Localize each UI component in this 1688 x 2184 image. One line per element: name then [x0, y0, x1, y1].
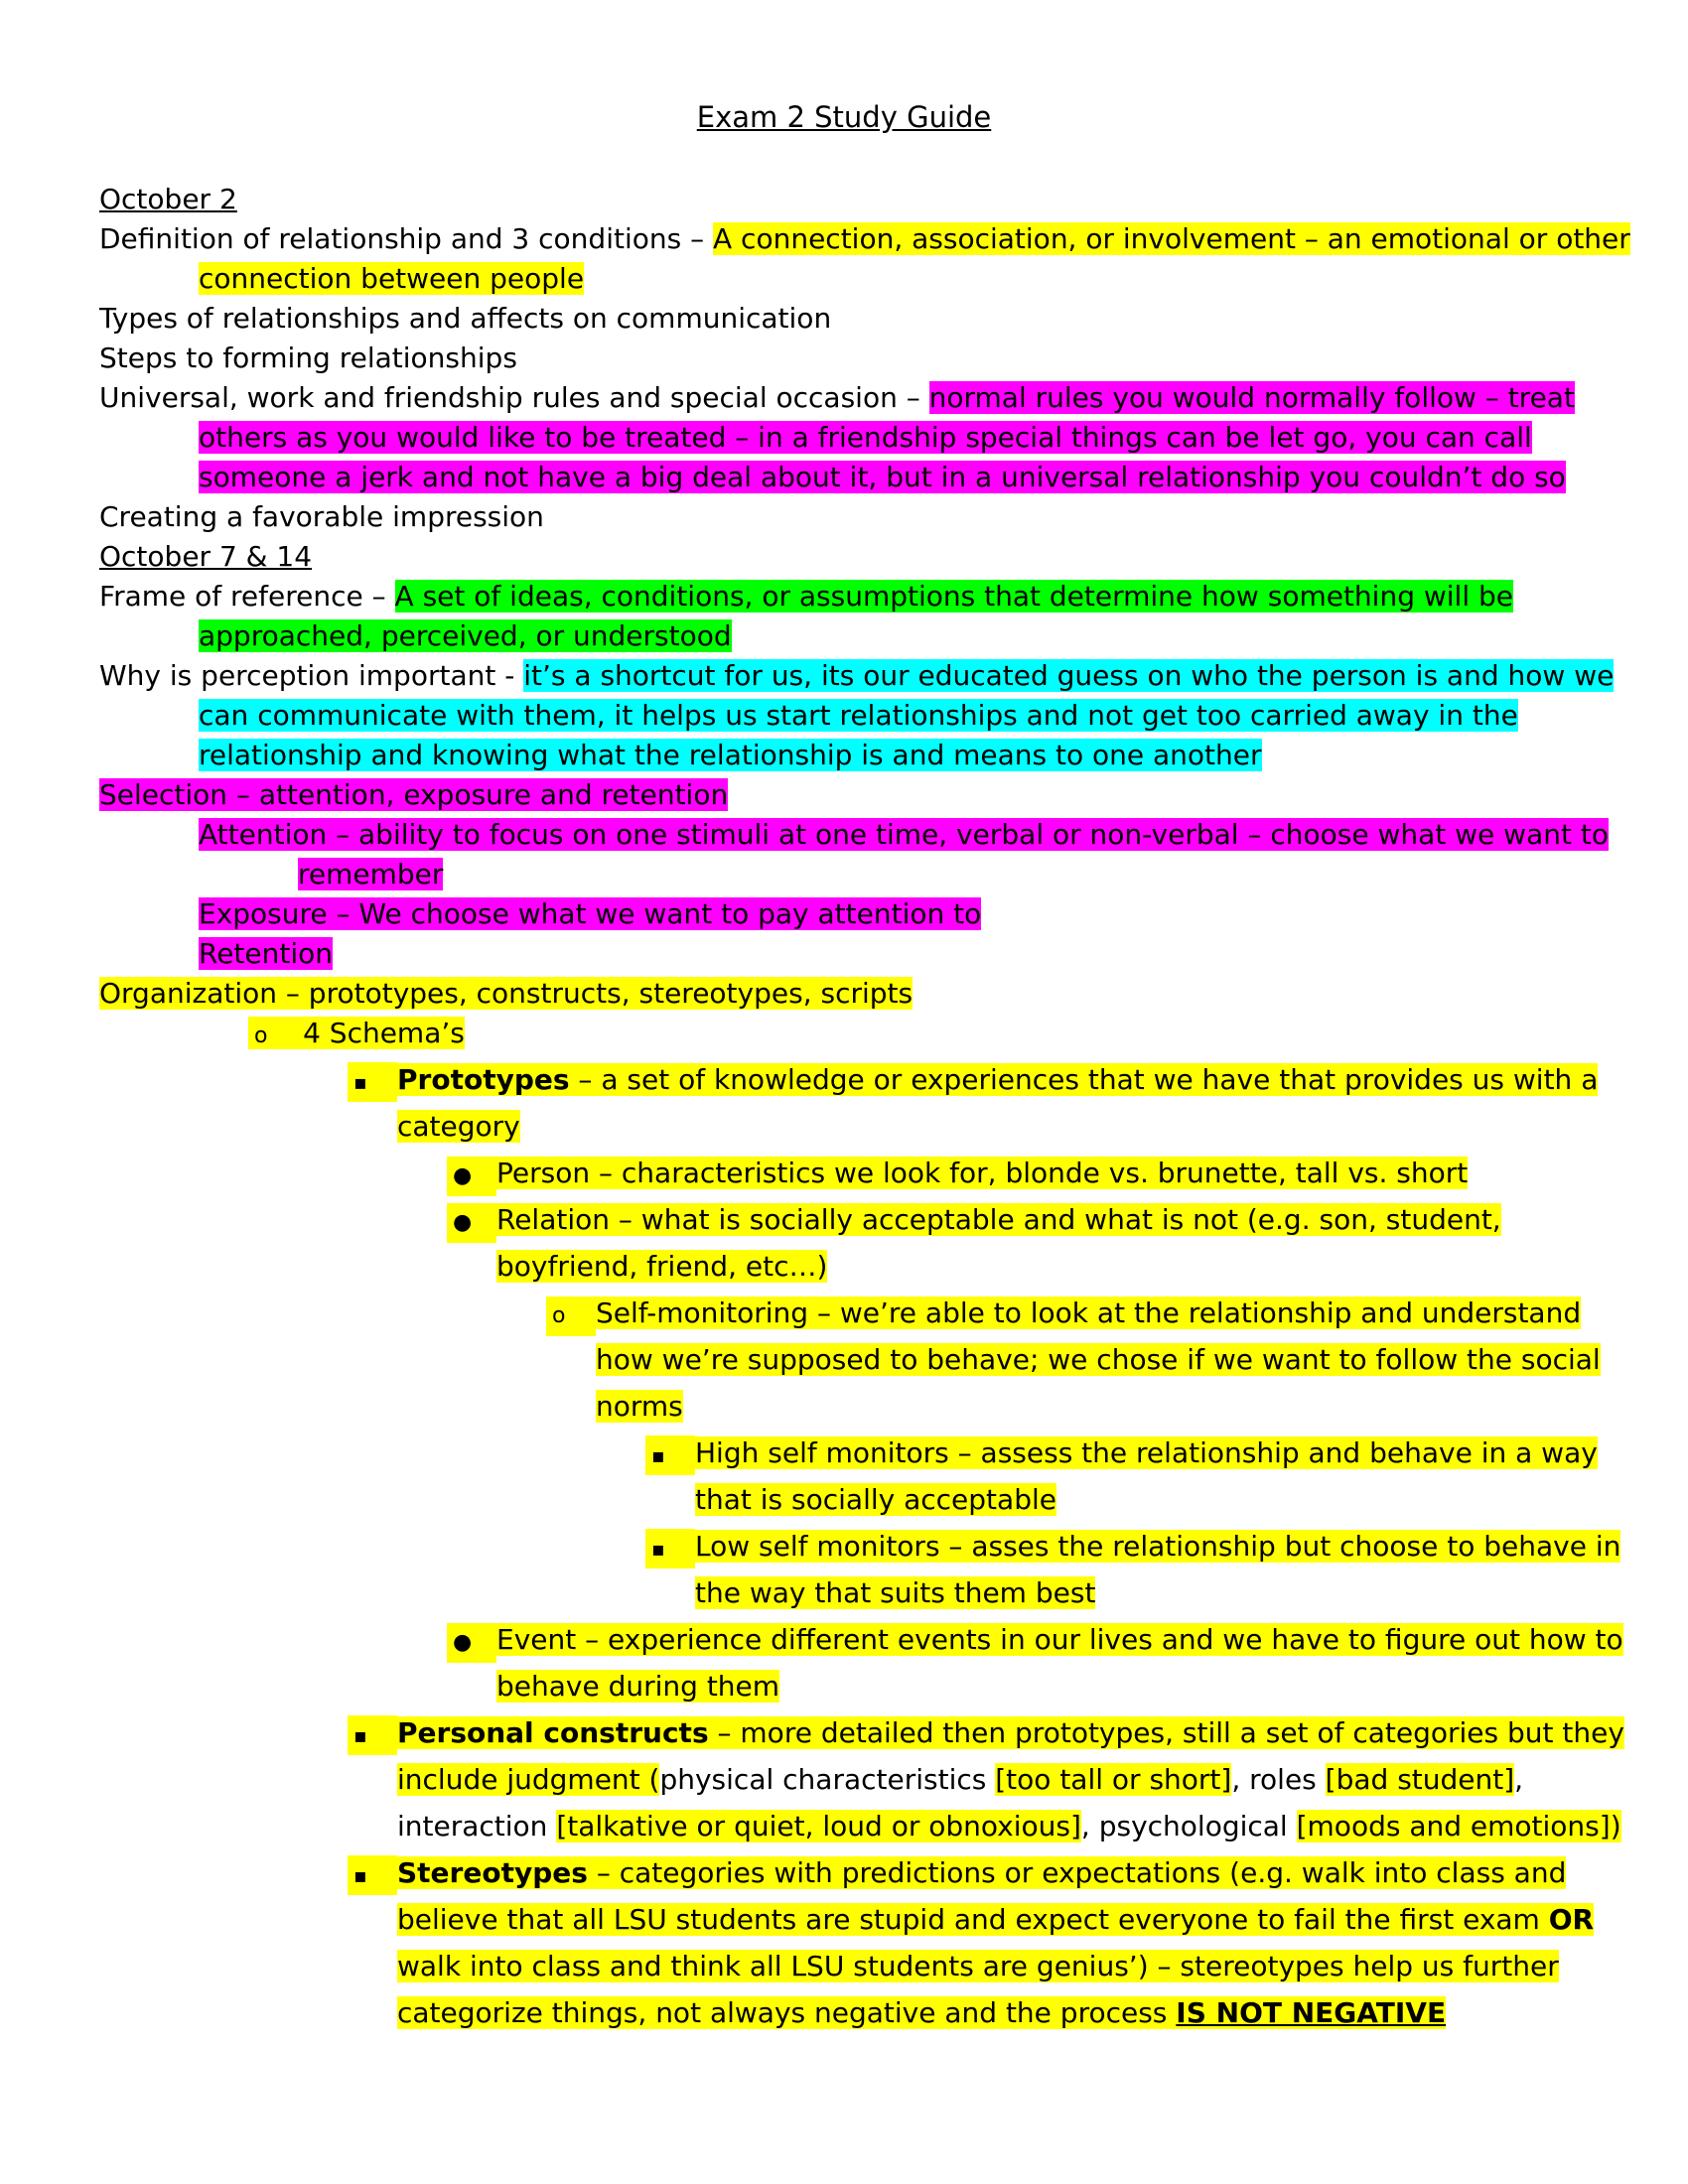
attention-line: Attention – ability to focus on one stimuli at one time, verbal or non-verbal – choose what we want to [199, 818, 1609, 851]
exposure-line: Exposure – We choose what we want to pay attention to [199, 897, 982, 930]
dot-bullet-icon: ● [447, 1623, 496, 1663]
prototypes-line: ▪ Prototypes – a set of knowledge or experiences that we have that provides us with a [348, 1060, 1598, 1100]
rules-line-cont-1: others as you would like to be treated – in a friendship special things can be let go, you can call [199, 421, 1532, 454]
dot-bullet-icon: ● [447, 1157, 496, 1196]
event-line: ● Event – experience different events in our lives and we have to figure out how to [447, 1620, 1623, 1660]
personal-constructs-line: ▪ Personal constructs – more detailed then prototypes, still a set of categories but they [348, 1713, 1624, 1753]
self-monitoring-line: o Self-monitoring – we’re able to look at the relationship and understand [546, 1294, 1581, 1333]
low-self-monitors-line: ▪ Low self monitors – asses the relationship but choose to behave in [645, 1527, 1620, 1567]
square-bullet-icon: ▪ [348, 1062, 397, 1102]
circle-bullet-icon: o [254, 1024, 268, 1048]
page-title: Exam 2 Study Guide [696, 100, 992, 134]
relation-line: ● Relation – what is socially acceptable and what is not (e.g. son, student, [447, 1200, 1501, 1240]
stereotypes-line-cont-1: believe that all LSU students are stupid and expect everyone to fail the first exam OR [397, 1903, 1595, 1936]
stereotypes-line-cont-2: walk into class and think all LSU students are genius’) – stereotypes help us further [397, 1950, 1559, 1982]
organization-line: Organization – prototypes, constructs, stereotypes, scripts [99, 977, 914, 1010]
perception-line-cont-2: relationship and knowing what the relationship is and means to one another [199, 739, 1262, 771]
steps-line: Steps to forming relationships [99, 341, 517, 374]
retention-line: Retention [199, 937, 334, 970]
rules-line: Universal, work and friendship rules and special occasion – normal rules you would normally follow – treat [99, 381, 1575, 414]
square-bullet-icon: ▪ [645, 1529, 695, 1569]
section-heading-october-7-14: October 7 & 14 [99, 540, 313, 573]
definition-line: Definition of relationship and 3 conditions – A connection, association, or involvement – an emotional or other [99, 222, 1630, 255]
square-bullet-icon: ▪ [348, 1715, 397, 1755]
prototypes-line-cont: category [397, 1110, 520, 1143]
stereotypes-line-cont-3: categorize things, not always negative and the process IS NOT NEGATIVE [397, 1996, 1447, 2029]
perception-line-cont-1: can communicate with them, it helps us start relationships and not get too carried away in the [199, 699, 1518, 732]
dot-bullet-icon: ● [447, 1203, 496, 1243]
perception-line: Why is perception important - it’s a shortcut for us, its our educated guess on who the person is and how we [99, 659, 1615, 692]
high-self-monitors-line: ▪ High self monitors – assess the relationship and behave in a way [645, 1433, 1598, 1473]
self-monitoring-line-cont-1: how we’re supposed to behave; we chose if we want to follow the social [596, 1343, 1601, 1376]
event-line-cont: behave during them [496, 1670, 780, 1703]
definition-line-cont: connection between people [199, 262, 585, 295]
frame-line: Frame of reference – A set of ideas, conditions, or assumptions that determine how something will be [99, 580, 1514, 613]
high-self-monitors-line-cont: that is socially acceptable [695, 1483, 1056, 1516]
frame-line-cont: approached, perceived, or understood [199, 619, 732, 652]
attention-line-cont: remember [298, 858, 444, 890]
schemas-line: o 4 Schema’s [248, 1014, 465, 1053]
section-heading-october-2: October 2 [99, 183, 237, 215]
personal-constructs-line-cont-1: include judgment (physical characteristics [too tall or short], roles [bad student], [397, 1763, 1524, 1796]
relation-line-cont: boyfriend, friend, etc…) [496, 1250, 828, 1283]
person-line: ● Person – characteristics we look for, blonde vs. brunette, tall vs. short [447, 1154, 1468, 1193]
rules-line-cont-2: someone a jerk and not have a big deal about it, but in a universal relationship you couldn’t do so [199, 461, 1566, 493]
stereotypes-line: ▪ Stereotypes – categories with predictions or expectations (e.g. walk into class and [348, 1853, 1566, 1893]
selection-line: Selection – attention, exposure and retention [99, 778, 729, 811]
low-self-monitors-line-cont: the way that suits them best [695, 1576, 1096, 1609]
impression-line: Creating a favorable impression [99, 500, 544, 533]
square-bullet-icon: ▪ [645, 1435, 695, 1475]
circle-bullet-icon: o [546, 1297, 596, 1336]
self-monitoring-line-cont-2: norms [596, 1390, 683, 1423]
personal-constructs-line-cont-2: interaction [talkative or quiet, loud or obnoxious], psychological [moods and emotions]) [397, 1810, 1621, 1843]
square-bullet-icon: ▪ [348, 1855, 397, 1895]
types-line: Types of relationships and affects on communication [99, 302, 832, 335]
